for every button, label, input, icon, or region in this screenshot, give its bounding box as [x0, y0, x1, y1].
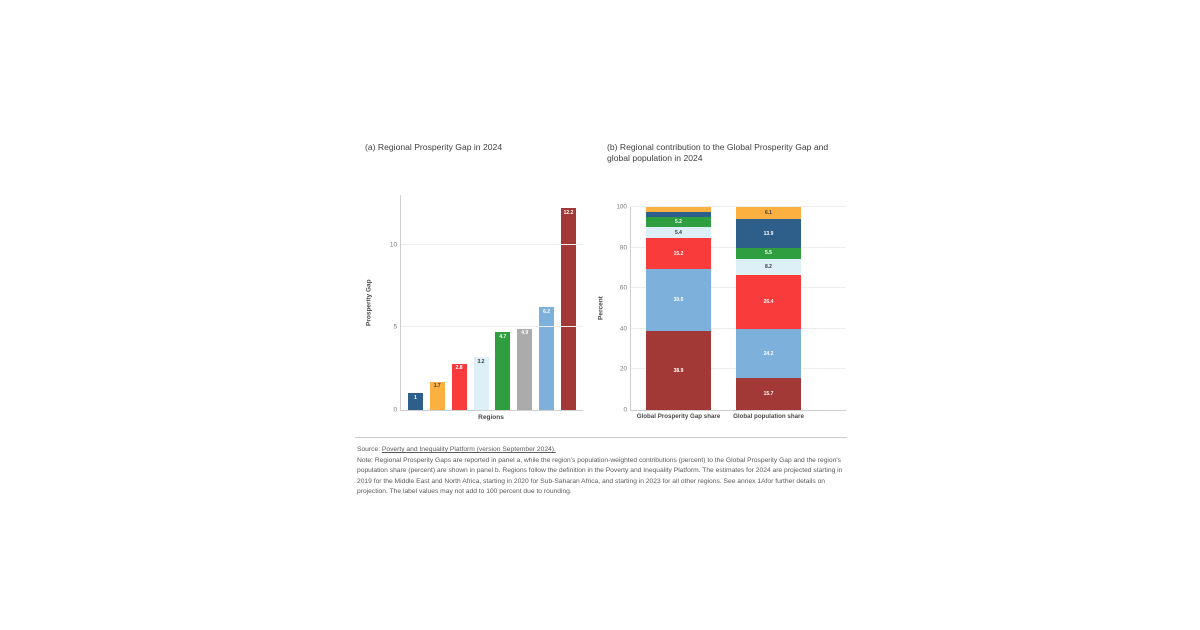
bar-sub-saharan-africa [561, 208, 576, 410]
y-tick-label: 80 [619, 244, 627, 252]
segment-value-label: 5.2 [675, 219, 682, 226]
source-link[interactable]: Poverty and Inequality Platform (version September 2024). [381, 446, 556, 453]
gridline [401, 244, 583, 245]
bar-middle-east-and-north-africa [495, 332, 510, 410]
figure [355, 138, 847, 523]
panel-b-title: (b) Regional contribution to the Global Prosperity Gap and global population in 2024 [607, 142, 829, 163]
source-line [357, 445, 847, 455]
plot-a-bars [401, 195, 583, 410]
segment-value-label: 15.7 [763, 391, 774, 398]
segment-rest-of-the-world [736, 219, 801, 247]
bar-world [517, 329, 532, 410]
bar-value-label: 3.2 [477, 358, 485, 365]
segment-south-asia [736, 329, 801, 378]
segment-europe-and-central-asia [736, 207, 801, 219]
gridline [401, 326, 583, 327]
segment-value-label: 5.5 [765, 250, 772, 257]
bar-value-label: 6.2 [543, 308, 551, 315]
stack-global-population-share [736, 207, 801, 410]
segment-value-label: 30.5 [673, 297, 684, 304]
y-tick-label: 20 [619, 365, 627, 373]
bar-south-asia [539, 307, 554, 410]
category-label-global-prosperity-gap-share: Global Prosperity Gap share [636, 413, 721, 420]
segment-sub-saharan-africa [736, 378, 801, 410]
segment-value-label: 15.2 [673, 250, 684, 257]
footer-divider [355, 437, 847, 438]
bar-rest-of-the-world [408, 393, 423, 410]
y-tick-label: 100 [616, 203, 627, 211]
segment-latin-america-and-the-caribbean [646, 227, 711, 238]
segment-value-label: 5.4 [675, 229, 682, 236]
bar-east-asia-and-pacific [452, 364, 467, 410]
panel-b-y-axis-label: Percent [597, 296, 605, 321]
y-tick-label: 40 [619, 325, 627, 333]
y-tick-label: 60 [619, 284, 627, 292]
bar-value-label: 4.7 [499, 333, 507, 340]
source-prefix: Source: [357, 446, 382, 453]
y-tick-label: 0 [393, 406, 397, 414]
segment-value-label: 24.2 [763, 350, 774, 357]
panel-a-title: (a) Regional Prosperity Gap in 2024 [365, 142, 503, 152]
segment-value-label: 13.9 [763, 230, 774, 237]
plot-b [616, 203, 846, 420]
panel-a-y-axis-label: Prosperity Gap [365, 279, 373, 326]
note-text: Note: Regional Prosperity Gaps are reported in panel a, while the region's population-weighted contributions (percent) to the Global Prosperity Gap and the region's population share (percent) are shown in panel b. Regions follow the definition in the Poverty and Inequality Platform. The estimates for 2024 are projected starting in 2019 for the Middle East and North Africa, starting in 2020 for Sub-Saharan Africa, and starting in 2023 for all other regions. See annex 1Afor further details on projection. The label values may not add to 100 percent due to rounding. [357, 457, 843, 496]
bar-value-label: 1.7 [433, 383, 441, 390]
bar-value-label: 2.8 [455, 365, 463, 372]
bar-value-label: 4.9 [521, 330, 529, 337]
segment-middle-east-and-north-africa [736, 248, 801, 259]
segment-value-label: 6.1 [765, 210, 772, 217]
segment-value-label: 8.2 [765, 264, 772, 271]
y-tick-label: 0 [623, 406, 627, 414]
segment-latin-america-and-the-caribbean [736, 259, 801, 276]
segment-sub-saharan-africa [646, 331, 711, 410]
y-tick-label: 5 [393, 323, 397, 331]
segment-value-label: 26.4 [763, 299, 774, 306]
category-label-global-population-share: Global population share [733, 413, 804, 420]
bar-latin-america-and-the-caribbean [474, 357, 489, 410]
segment-east-asia-and-pacific [646, 238, 711, 269]
bar-europe-and-central-asia [430, 382, 445, 410]
segment-middle-east-and-north-africa [646, 217, 711, 228]
y-tick-label: 10 [389, 241, 397, 249]
panel-a-x-axis-label: Regions [478, 414, 504, 421]
plot-a [389, 195, 583, 414]
bar-value-label: 12.2 [563, 209, 574, 216]
bar-value-label: 1 [413, 394, 417, 401]
stack-global-prosperity-gap-share [646, 207, 711, 410]
segment-value-label: 38.9 [673, 367, 684, 374]
segment-east-asia-and-pacific [736, 275, 801, 329]
segment-south-asia [646, 269, 711, 331]
